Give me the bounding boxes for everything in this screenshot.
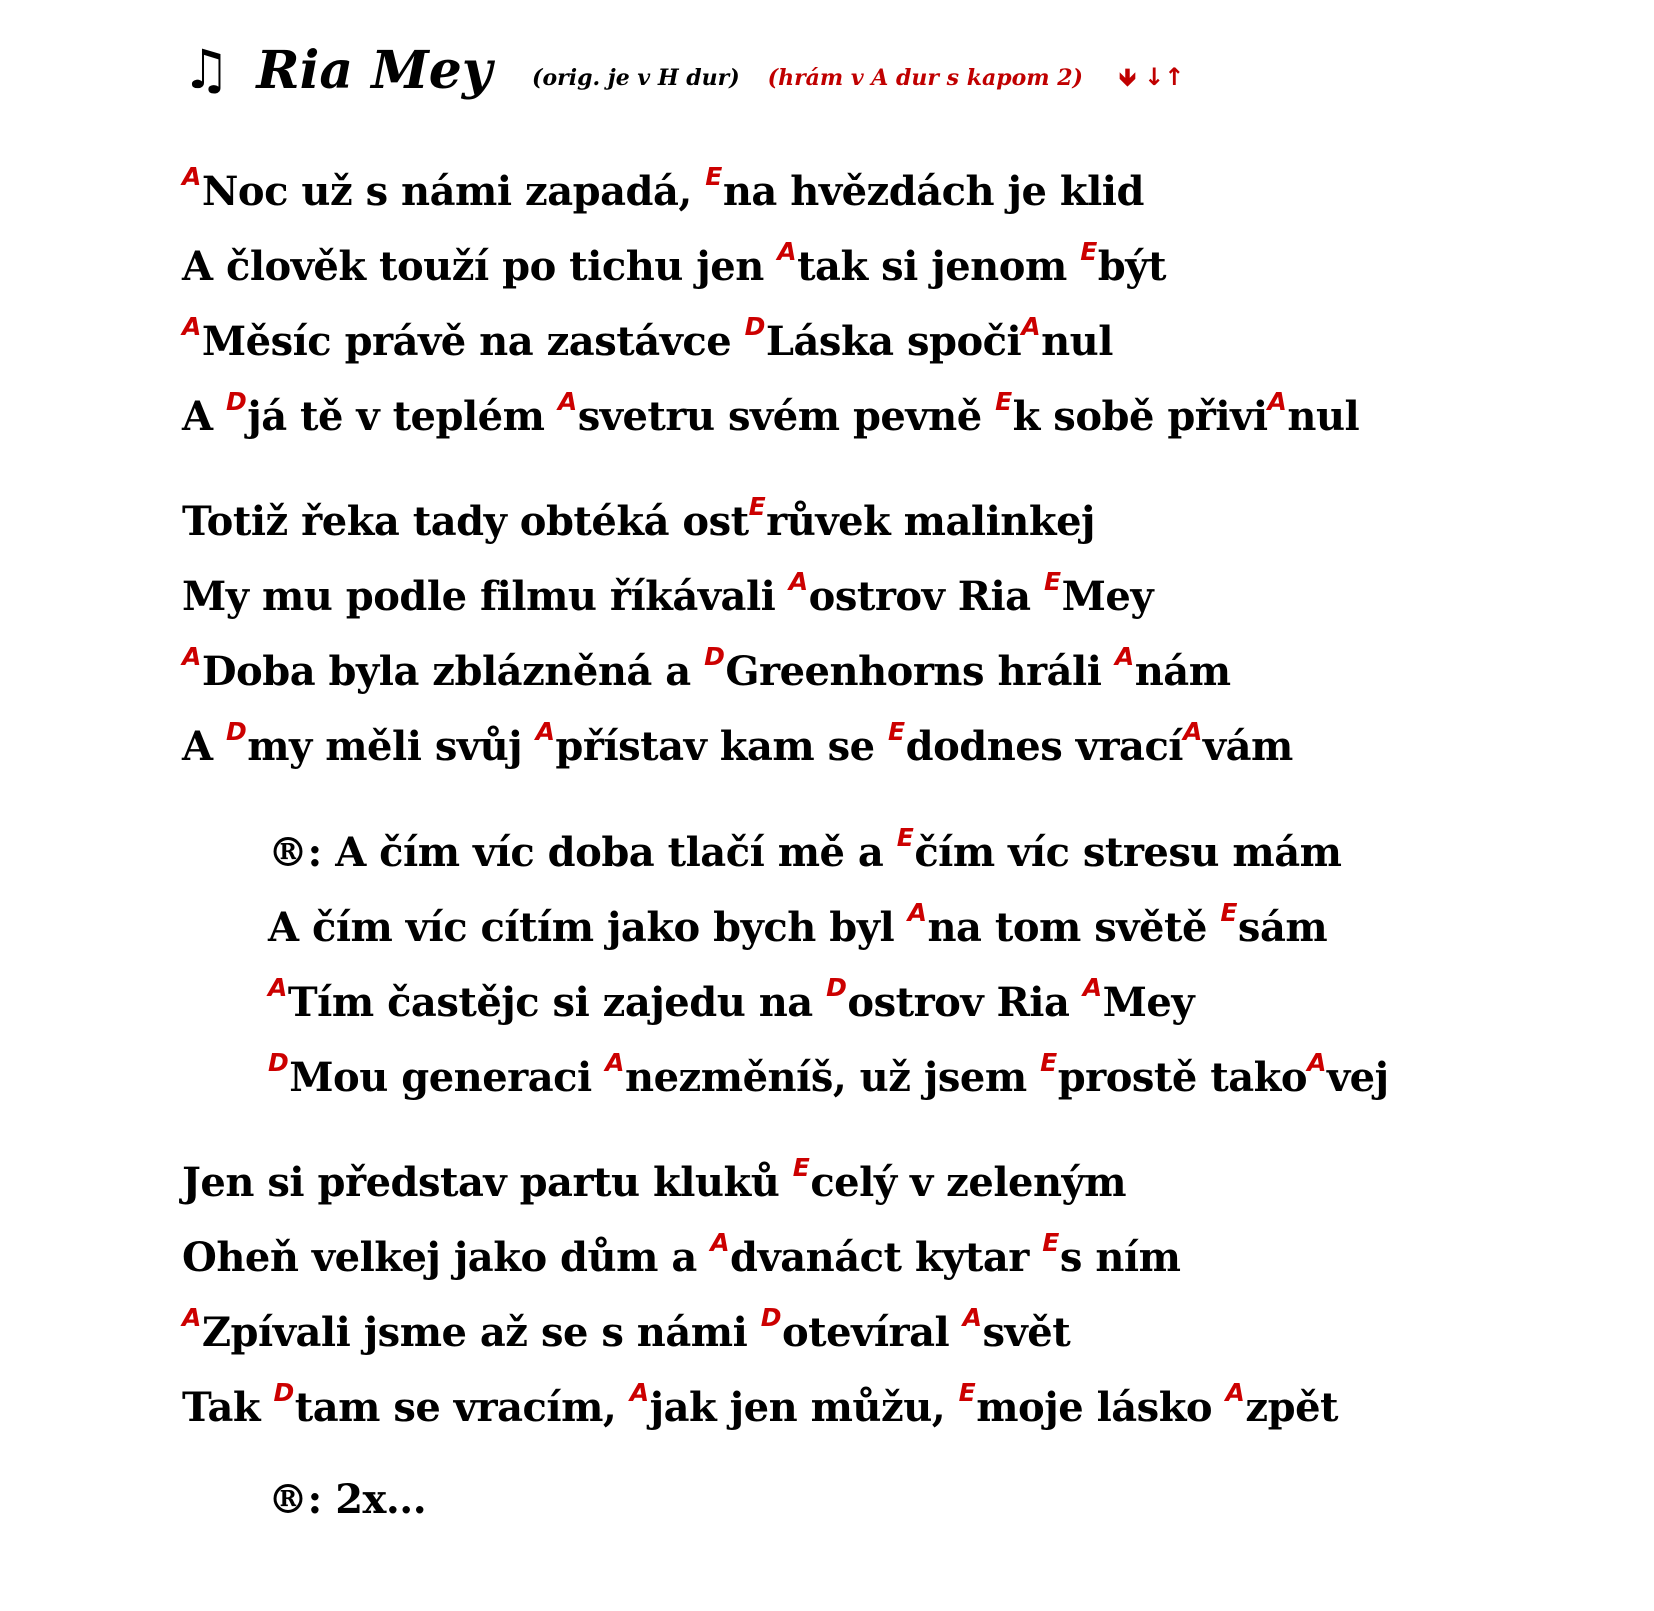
lyric-text: prostě tako — [1057, 1054, 1308, 1101]
chord-mark: E — [896, 823, 914, 852]
arrow-down-icon[interactable]: 🡻 — [1118, 63, 1137, 91]
chord-mark: A — [182, 1303, 201, 1332]
chord-mark: A — [1267, 387, 1287, 416]
lyric-text: růvek malinkej — [766, 498, 1096, 545]
lyric-text: Oheň velkej jako dům a — [182, 1234, 711, 1281]
lyric-text: my měli svůj — [247, 723, 536, 770]
chorus-line-3 — [268, 973, 1195, 1026]
lyric-text: vej — [1326, 1054, 1389, 1101]
lyric-text: tak si jenom — [797, 243, 1081, 290]
chord-mark: A — [268, 973, 287, 1002]
lyric-text: nám — [1134, 648, 1231, 695]
lyric-text: nul — [1287, 393, 1360, 440]
lyric-text: celý v zeleným — [810, 1159, 1127, 1206]
lyric-text: Zpívali jsme až se s námi — [201, 1309, 761, 1356]
lyric-text: A člověk touží po tichu jen — [182, 243, 778, 290]
lyric-text: sám — [1237, 904, 1328, 951]
chord-mark: A — [788, 567, 808, 596]
chord-mark: D — [273, 1378, 294, 1407]
verse-2-line-2 — [182, 567, 1154, 620]
transpose-controls — [1119, 65, 1184, 89]
lyric-text: čím víc stresu mám — [914, 829, 1342, 876]
lyric-text: dodnes vrací — [905, 723, 1183, 770]
chord-mark: A — [182, 312, 201, 341]
chord-mark: D — [225, 717, 247, 746]
lyric-text: A — [182, 393, 226, 440]
chord-mark: A — [1021, 312, 1041, 341]
music-note-icon: ♫ — [182, 38, 231, 101]
lyric-text: jak jen můžu, — [649, 1384, 959, 1431]
chorus-line-1 — [268, 823, 1342, 876]
lyric-text: svět — [982, 1309, 1071, 1356]
verse-2-line-3 — [182, 642, 1231, 695]
lyric-text: moje lásko — [976, 1384, 1226, 1431]
arrow-swap-icon[interactable]: ↓↑ — [1144, 63, 1185, 91]
lyric-text: s ním — [1059, 1234, 1181, 1281]
lyric-text: ostrov Ria — [847, 979, 1083, 1026]
chord-mark: E — [1040, 1048, 1057, 1077]
lyric-text: přístav kam se — [555, 723, 889, 770]
verse-3-line-4 — [182, 1378, 1338, 1431]
chord-mark: A — [962, 1303, 982, 1332]
lyric-text: Mey — [1102, 979, 1195, 1026]
verse-3-line-2 — [182, 1228, 1181, 1281]
lyric-text: Mou generaci — [289, 1054, 606, 1101]
song-header — [182, 30, 1184, 110]
lyric-text: na tom světě — [927, 904, 1221, 951]
lyric-text: dvanáct kytar — [730, 1234, 1043, 1281]
lyric-text: Doba byla zblázněná a — [201, 648, 705, 695]
lyric-text: já tě v teplém — [247, 393, 558, 440]
lyric-text: nezměníš, už jsem — [625, 1054, 1041, 1101]
verse-1-line-1 — [182, 162, 1144, 215]
verse-3-line-3 — [182, 1303, 1071, 1356]
chord-mark: E — [888, 717, 905, 746]
lyric-text: Měsíc právě na zastávce — [201, 318, 745, 365]
chord-mark: E — [705, 162, 722, 191]
lyric-text: vám — [1202, 723, 1293, 770]
lyric-text: svetru svém pevně — [577, 393, 996, 440]
chord-mark: E — [958, 1378, 976, 1407]
chord-mark: A — [777, 237, 797, 266]
chord-mark: E — [1044, 567, 1061, 596]
chord-mark: D — [760, 1303, 781, 1332]
lyric-text: A — [182, 723, 226, 770]
lyric-text: Tím častějc si zajedu na — [287, 979, 827, 1026]
chord-mark: E — [1042, 1228, 1059, 1257]
lyric-text: k sobě přivi — [1012, 393, 1268, 440]
lyric-text: My mu podle filmu říkávali — [182, 573, 789, 620]
lyric-text: Mey — [1061, 573, 1154, 620]
chord-mark: A — [1307, 1048, 1326, 1077]
lyric-text: zpět — [1245, 1384, 1338, 1431]
original-key-note: (orig. je v H dur) — [532, 65, 740, 91]
lyric-text: tam se vracím, — [294, 1384, 630, 1431]
chord-mark: A — [907, 898, 927, 927]
verse-2-line-4 — [182, 717, 1293, 770]
chord-mark: A — [1082, 973, 1102, 1002]
chord-mark: A — [182, 642, 201, 671]
chord-mark: A — [1183, 717, 1202, 746]
chord-mark: E — [748, 492, 766, 521]
lyric-text: být — [1097, 243, 1166, 290]
lyric-text: A čím víc cítím jako bych byl — [268, 904, 908, 951]
lyric-text: otevíral — [782, 1309, 963, 1356]
verse-3-line-1 — [182, 1153, 1127, 1206]
lyric-text: Greenhorns hráli — [725, 648, 1115, 695]
chord-mark: E — [792, 1153, 810, 1182]
chord-mark: A — [182, 162, 201, 191]
chord-mark: A — [557, 387, 577, 416]
chorus-line-4 — [268, 1048, 1389, 1101]
chorus-repeat-note — [268, 1476, 427, 1523]
lyric-text: na hvězdách je klid — [722, 168, 1144, 215]
capo-note: (hrám v A dur s kapom 2) — [767, 65, 1083, 91]
chord-mark: E — [1220, 898, 1237, 927]
lyric-text: ®: 2x... — [268, 1476, 427, 1523]
chord-mark: E — [1080, 237, 1097, 266]
lyric-text: Noc už s námi zapadá, — [201, 168, 706, 215]
chord-mark: D — [744, 312, 765, 341]
chord-mark: E — [995, 387, 1012, 416]
lyric-text: Tak — [182, 1384, 274, 1431]
verse-2-line-1 — [182, 492, 1096, 545]
lyric-text: ®: A čím víc doba tlačí mě a — [268, 829, 897, 876]
chord-mark: D — [225, 387, 247, 416]
chord-mark: A — [605, 1048, 625, 1077]
chord-mark: A — [710, 1228, 730, 1257]
verse-1-line-4 — [182, 387, 1360, 440]
lyric-text: Láska spoči — [765, 318, 1022, 365]
chord-mark: D — [268, 1048, 289, 1077]
chord-mark: A — [535, 717, 555, 746]
lyric-text: ostrov Ria — [808, 573, 1045, 620]
verse-1-line-2 — [182, 237, 1166, 290]
chord-mark: A — [1225, 1378, 1245, 1407]
chord-mark: A — [629, 1378, 649, 1407]
chord-mark: A — [1114, 642, 1134, 671]
verse-1-line-3 — [182, 312, 1113, 365]
chorus-line-2 — [268, 898, 1328, 951]
chord-mark: D — [826, 973, 847, 1002]
lyric-text: Jen si představ partu kluků — [182, 1159, 793, 1206]
lyric-text: nul — [1041, 318, 1113, 365]
lyric-text: Totiž řeka tady obtéká ost — [182, 498, 749, 545]
chord-mark: D — [704, 642, 725, 671]
song-title: Ria Mey — [256, 39, 493, 101]
